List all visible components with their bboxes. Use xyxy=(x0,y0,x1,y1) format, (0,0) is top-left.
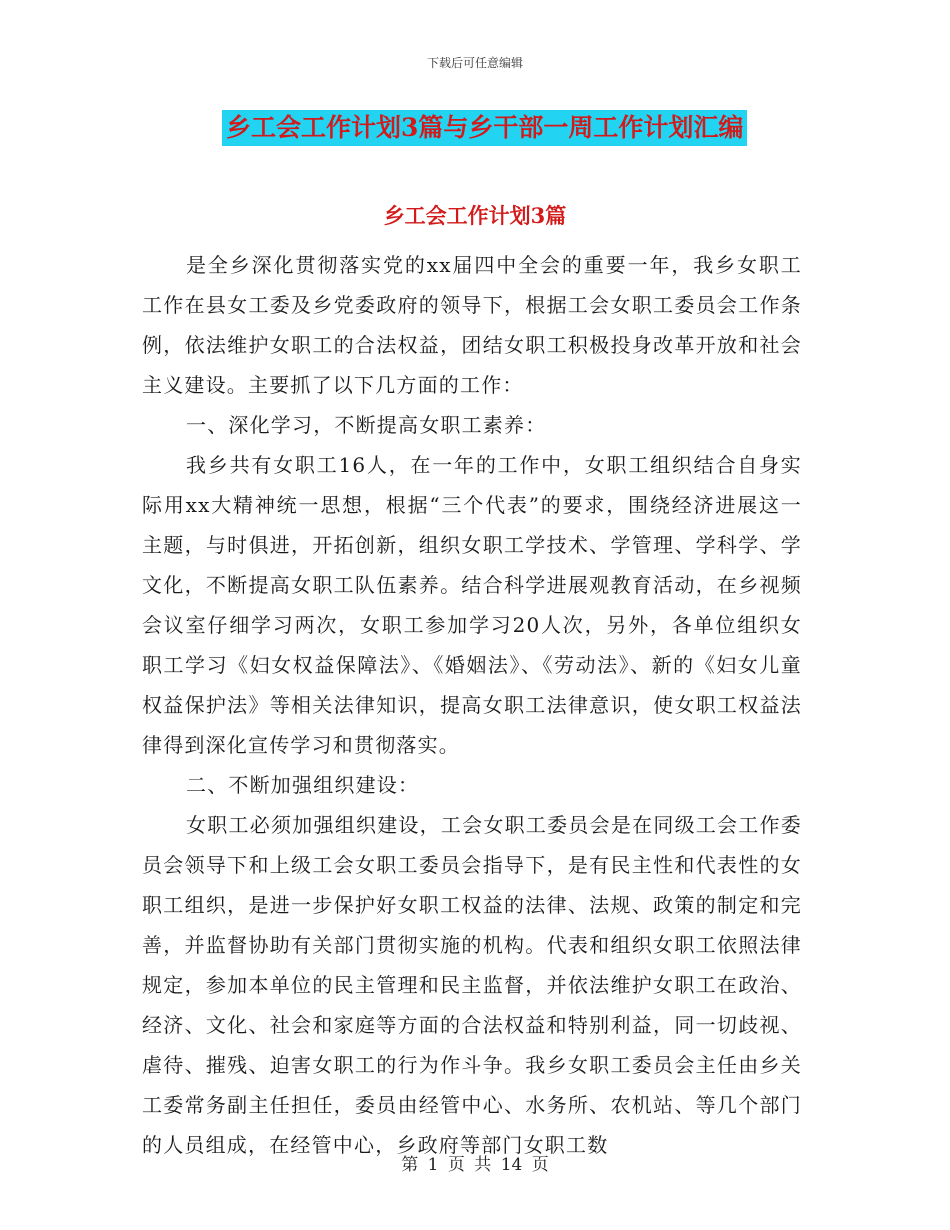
section-title: 乡工会工作计划3篇 xyxy=(383,203,567,228)
header-note: 下载后可任意编辑 xyxy=(426,56,523,70)
page-footer: 第 1 页 共 14 页 xyxy=(401,1155,549,1175)
paragraph: 女职工必须加强组织建设，工会女职工委员会是在同级工会工作委员会领导下和上级工会女职工委员会指导下，是有民主性和代表性的女职工组织，是进一步保护好女职工权益的法律、法规、政策的制定和完善，并监督协助有关部门贯彻实施的机构。代表和组织女职工依照法律规定，参加本单位的民主管理和民主监督，并依法维护女职工在政治、经济、文化、社会和家庭等方面的合法权益和特别利益，同一切歧视、虐待、摧残、迫害女职工的行为作斗争。我乡女职工委员会主任由乡关工委常务副主任担任，委员由经管中心、水务所、农机站、等几个部门的人员组成，在经管中心，乡政府等部门女职工数 xyxy=(142,813,802,1157)
document-title: 乡工会工作计划3篇与乡干部一周工作计划汇编 xyxy=(222,110,747,146)
paragraph: 我乡共有女职工16人，在一年的工作中，女职工组织结合自身实际用xx大精神统一思想，根据“三个代表”的要求，围绕经济进展这一主题，与时俱进，开拓创新，组织女职工学技术、学管理、学科学、学文化，不断提高女职工队伍素养。结合科学进展观教育活动，在乡视频会议室仔细学习两次，女职工参加学习20人次，另外，各单位组织女职工学习《妇女权益保障法》、《婚姻法》、《劳动法》、新的《妇女儿童权益保护法》等相关法律知识，提高女职工法律意识，使女职工权益法律得到深化宣传学习和贯彻落实。 xyxy=(142,453,802,757)
body-text xyxy=(142,245,802,1165)
paragraph-heading: 二、不断加强组织建设： xyxy=(186,773,420,797)
paragraph: 是全乡深化贯彻落实党的xx届四中全会的重要一年，我乡女职工工作在县女工委及乡党委政府的领导下，根据工会女职工委员会工作条例，依法维护女职工的合法权益，团结女职工积极投身改革开放和社会主义建设。主要抓了以下几方面的工作： xyxy=(142,253,802,397)
paragraph-heading: 一、深化学习，不断提高女职工素养： xyxy=(186,413,547,437)
